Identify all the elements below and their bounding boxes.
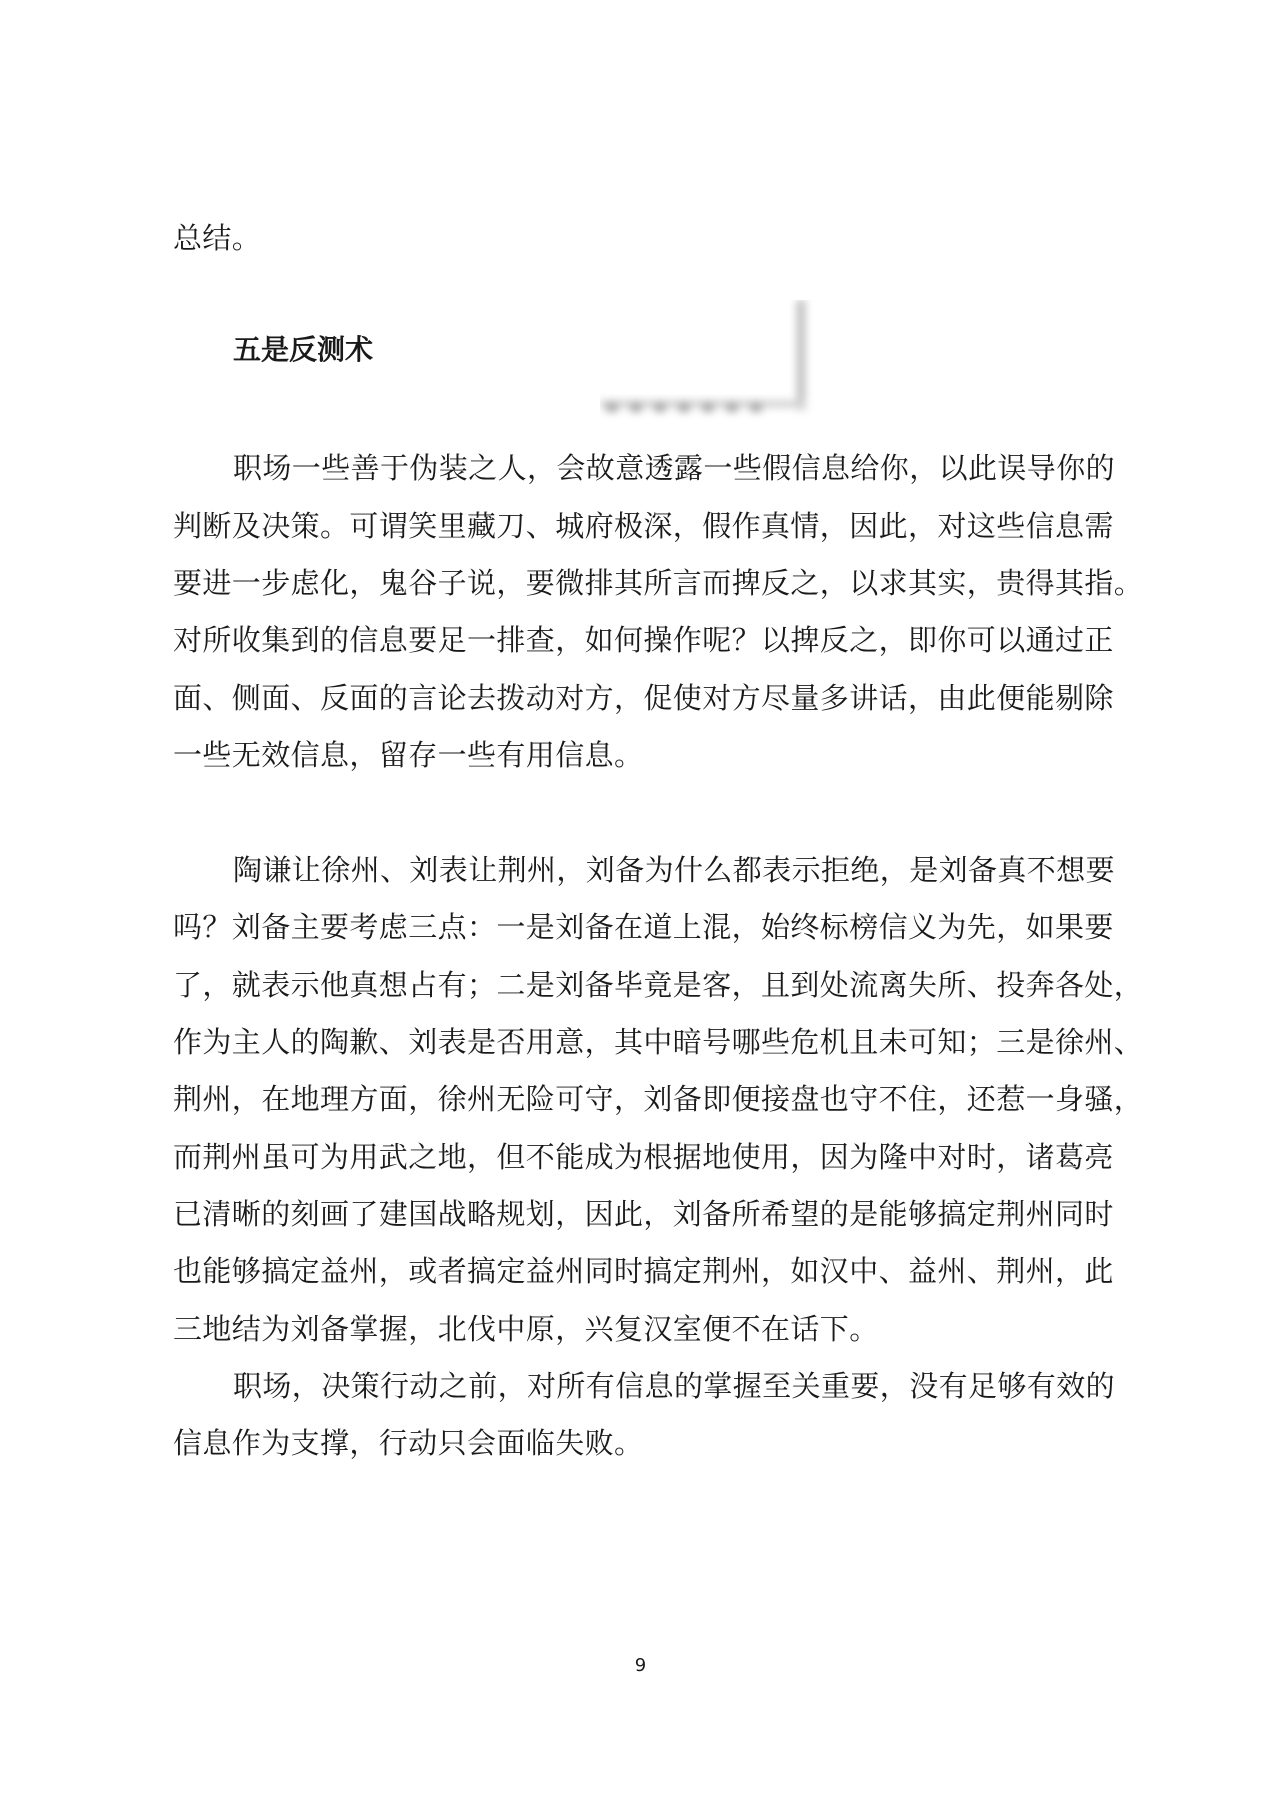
paragraph-line: 职场，决策行动之前，对所有信息的掌握至关重要，没有足够有效的 [233,1369,1116,1403]
paragraph-line: 面、侧面、反面的言论去拨动对方，促使对方尽量多讲话，由此便能剔除 [173,681,1114,715]
paragraph-line: 三地结为刘备掌握，北伐中原，兴复汉室便不在话下。 [173,1312,879,1346]
section-heading: 五是反测术 [233,333,374,366]
paragraph-line: 信息作为支撑，行动只会面临失败。 [173,1426,644,1460]
paragraph-line: 职场一些善于伪装之人，会故意透露一些假信息给你，以此误导你的 [233,451,1116,485]
paragraph-line: 吗？刘备主要考虑三点：一是刘备在道上混，始终标榜信义为先，如果要 [173,910,1114,944]
paragraph-line: 荆州，在地理方面，徐州无险可守，刘备即便接盘也守不住，还惹一身骚， [173,1082,1144,1116]
paragraph-line: 陶谦让徐州、刘表让荆州，刘备为什么都表示拒绝，是刘备真不想要 [233,853,1116,887]
continuation-text: 总结。 [173,221,262,255]
paragraph-line: 已清晰的刻画了建国战略规划，因此，刘备所希望的是能够搞定荆州同时 [173,1197,1114,1231]
paragraph-line: 判断及决策。可谓笑里藏刀、城府极深，假作真情，因此，对这些信息需 [173,509,1114,543]
paragraph-line: 了，就表示他真想占有；二是刘备毕竟是客，且到处流离失所、投奔各处， [173,968,1144,1002]
paragraph-line: 对所收集到的信息要足一排查，如何操作呢？以捭反之，即你可以通过正 [173,623,1114,657]
paragraph-line: 也能够搞定益州，或者搞定益州同时搞定荆州，如汉中、益州、荆州，此 [173,1254,1114,1288]
page-number: 9 [634,1655,647,1676]
paragraph-line: 作为主人的陶歉、刘表是否用意，其中暗号哪些危机且未可知；三是徐州、 [173,1025,1144,1059]
scan-smudge-mark [600,300,820,420]
paragraph-line: 而荆州虽可为用武之地，但不能成为根据地使用，因为隆中对时，诸葛亮 [173,1140,1114,1174]
paragraph-line: 要进一步虑化，鬼谷子说，要微排其所言而捭反之，以求其实，贵得其指。 [173,566,1144,600]
paragraph-line: 一些无效信息，留存一些有用信息。 [173,738,644,772]
